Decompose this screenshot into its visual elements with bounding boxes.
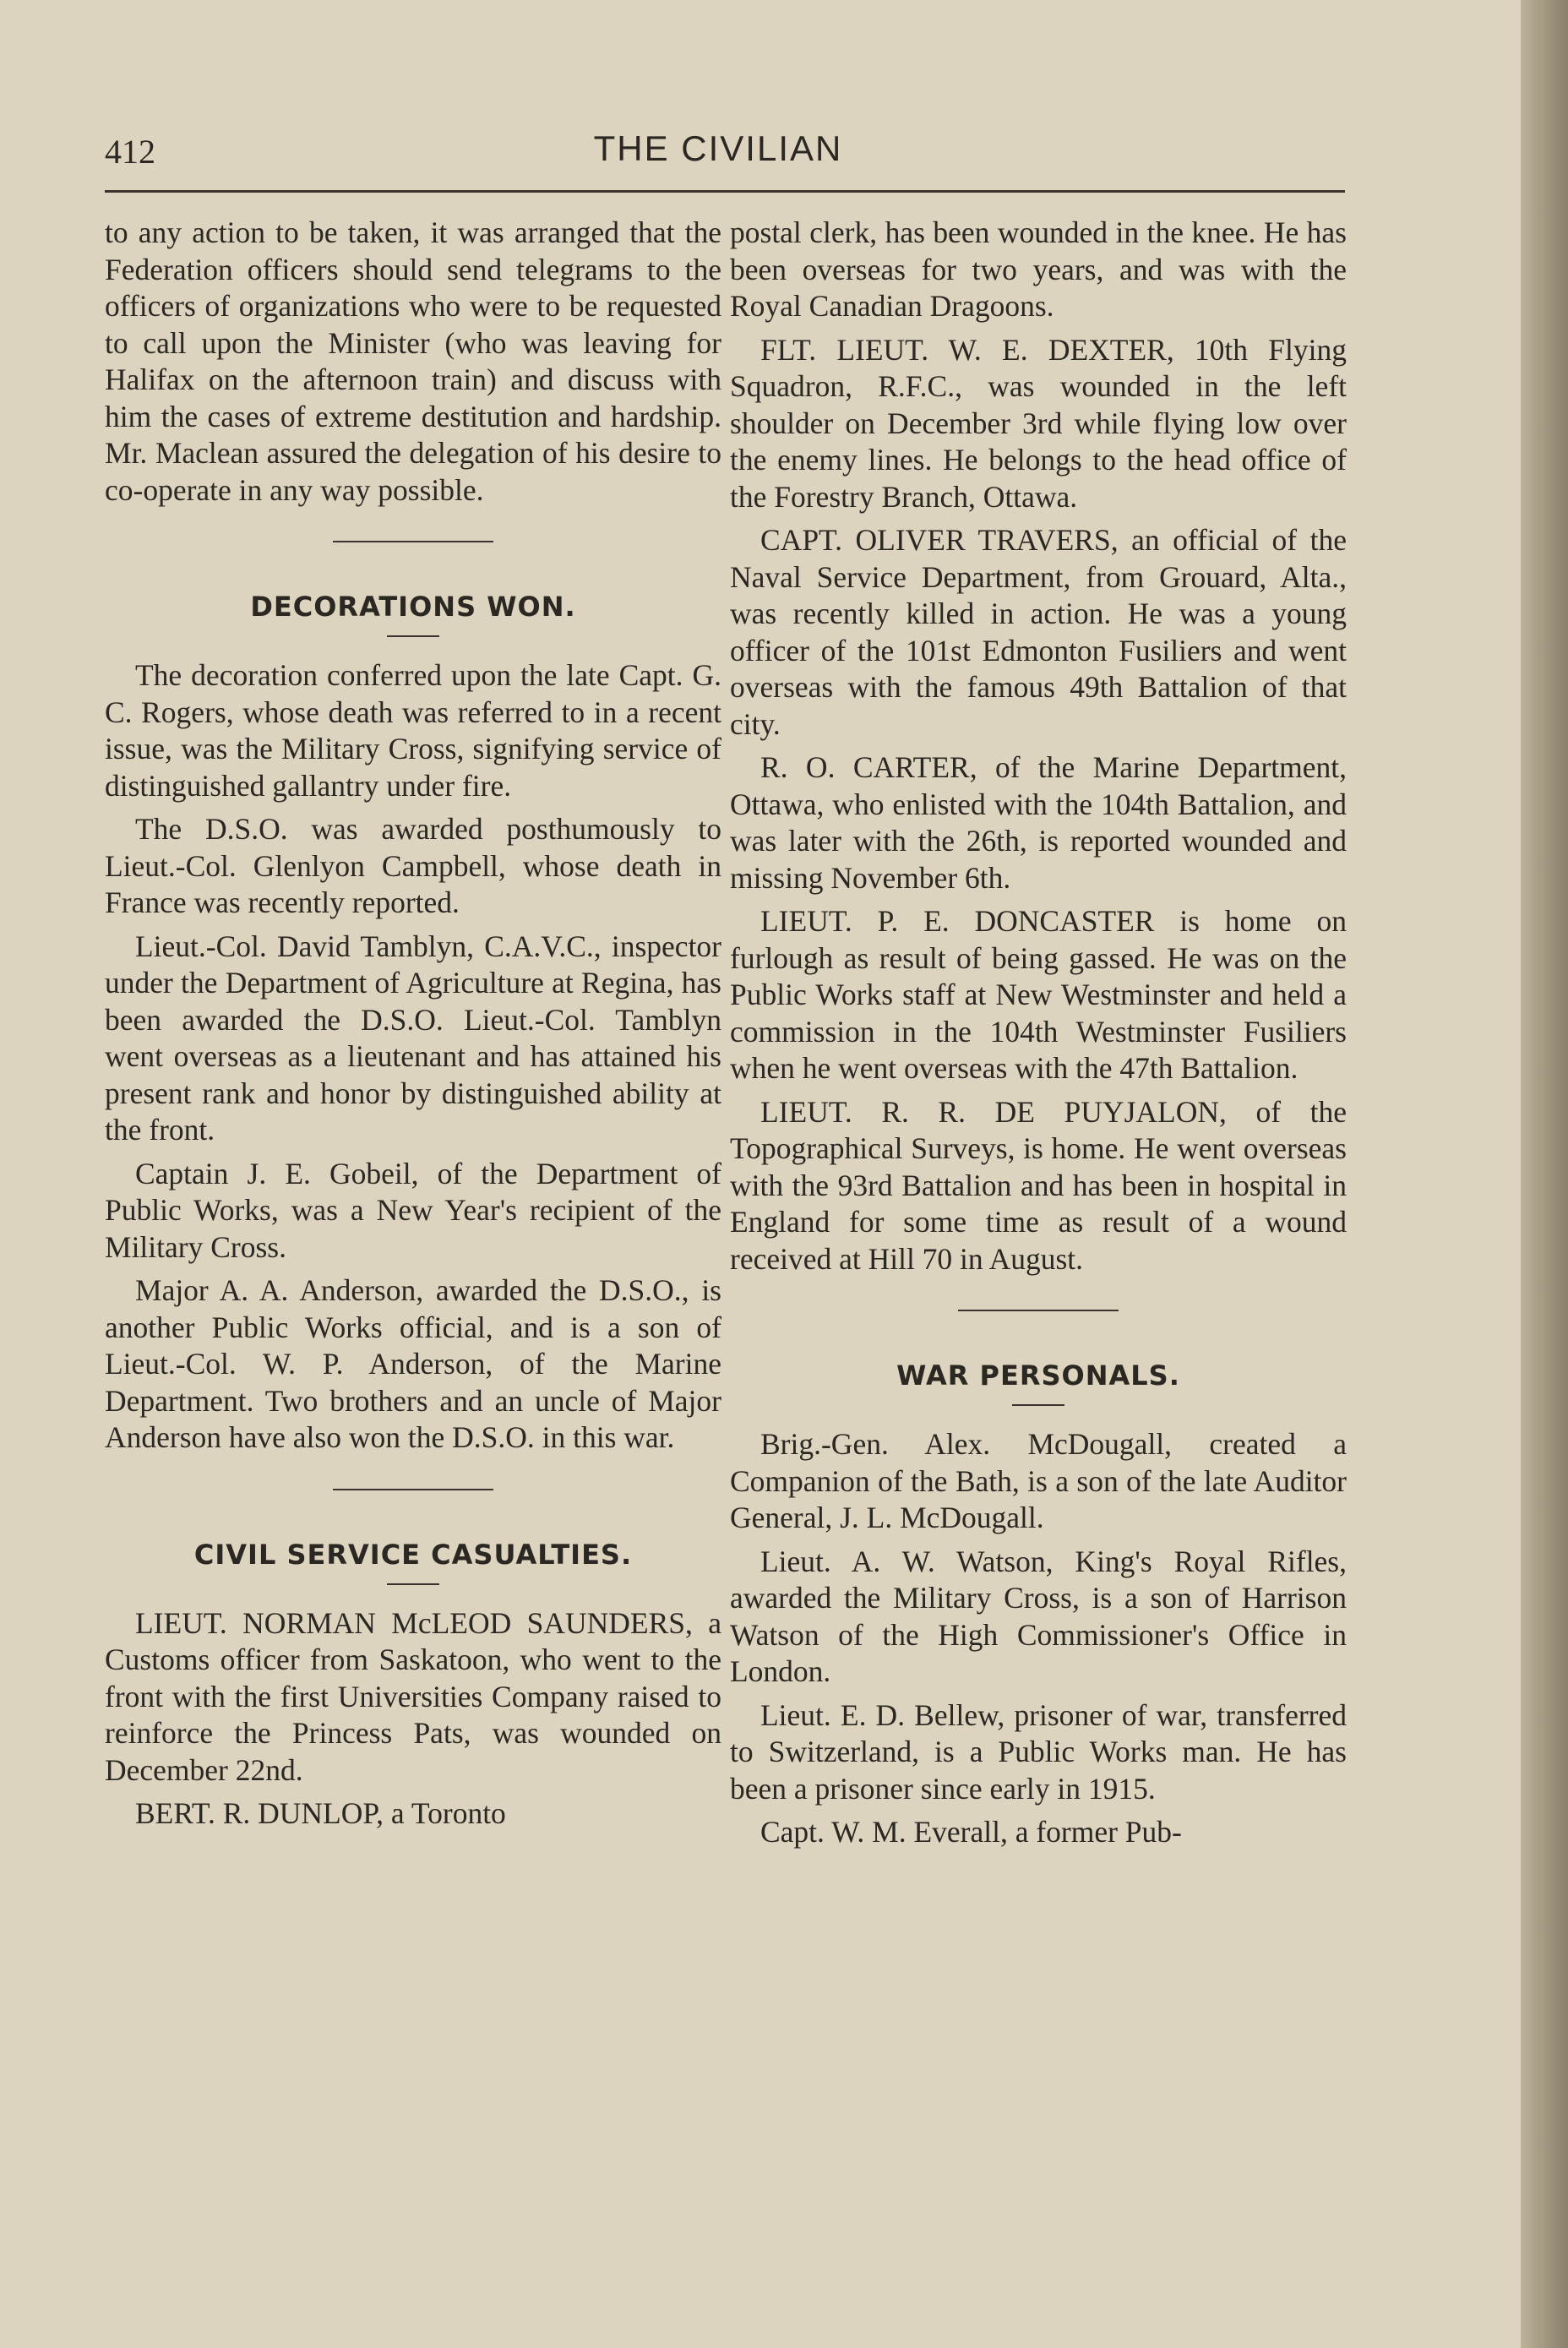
heading-rule [387, 1583, 439, 1585]
header-rule [105, 190, 1345, 193]
decorations-paragraph: Major A. A. Anderson, awarded the D.S.O., is another Public Works official, and is a son of Lieut.-Col. W. P. Anderson, of the Marine Department. Two brothers and an uncle of Major Anderson have also won the D.S.O. in this war. [105, 1273, 721, 1454]
casualties-paragraph: LIEUT. NORMAN McLEOD SAUNDERS, a Customs officer from Saskatoon, who went to the front with the first Universities Company raised to reinforce the Princess Pats, was wounded on December 22nd. [105, 1605, 721, 1787]
war-personals-paragraph: Capt. W. M. Everall, a former Pub- [760, 1815, 1182, 1849]
left-column [105, 215, 721, 1839]
casualties-paragraph: postal clerk, has been wounded in the knee. He has been overseas for two years, and was with the Royal Canadian Dragoons. [730, 215, 1347, 323]
heading-rule [1012, 1404, 1064, 1406]
section-separator [333, 541, 493, 542]
decorations-paragraph: Lieut.-Col. David Tamblyn, C.A.V.C., inspector under the Department of Agriculture at Regina, has been awarded the D.S.O. Lieut.-Col. Tamblyn went overseas as a lieutenant and has attained his present rank and honor by distinguished ability at the front. [105, 929, 721, 1147]
war-personals-heading: WAR PERSONALS. [896, 1359, 1180, 1392]
heading-rule [387, 635, 439, 637]
war-personals-paragraph: Brig.-Gen. Alex. McDougall, created a Companion of the Bath, is a son of the late Auditor General, J. L. McDougall. [730, 1427, 1347, 1534]
war-personals-paragraph: Lieut. A. W. Watson, King's Royal Rifles, awarded the Military Cross, is a son of Harrison Watson of the High Commissioner's Office in London. [730, 1544, 1347, 1688]
intro-paragraph: to any action to be taken, it was arranged that the Federation officers should send telegrams to the officers of organizations who were to be requested to call upon the Minister (who was leaving for Halifax on the afternoon train) and discuss with him the cases of extreme destitution and hardship. Mr. Maclean assured the delegation of his desire to co-operate in any way possible. [105, 215, 721, 507]
publication-title: THE CIVILIAN [593, 128, 843, 168]
casualties-heading: CIVIL SERVICE CASUALTIES. [193, 1538, 633, 1571]
section-separator [333, 1489, 493, 1490]
casualties-paragraph: LIEUT. R. R. DE PUYJALON, of the Topographical Surveys, is home. He went overseas with the 93rd Battalion and has been in hospital in England for some time as result of a wound received at Hill 70 in August. [730, 1094, 1347, 1276]
decorations-heading: DECORATIONS WON. [250, 591, 576, 623]
casualties-paragraph: R. O. CARTER, of the Marine Department, Ottawa, who enlisted with the 104th Battalion, and was later with the 26th, is reported wounded and missing November 6th. [730, 750, 1347, 895]
decorations-paragraph: The D.S.O. was awarded posthumously to Lieut.-Col. Glenlyon Campbell, whose death in France was recently reported. [105, 812, 721, 919]
section-separator [958, 1310, 1119, 1311]
book-spine-edge [1521, 0, 1568, 2348]
casualties-paragraph: CAPT. OLIVER TRAVERS, an official of the Naval Service Department, from Grouard, Alta., was recently killed in action. He was a young officer of the 101st Edmonton Fusiliers and went overseas with the famous 49th Battalion of that city. [730, 523, 1347, 741]
casualties-paragraph: BERT. R. DUNLOP, a Toronto [135, 1796, 506, 1830]
war-personals-paragraph: Lieut. E. D. Bellew, prisoner of war, transferred to Switzerland, is a Public Works man. He has been a prisoner since early in 1915. [730, 1697, 1347, 1806]
decorations-paragraph: The decoration conferred upon the late Capt. G. C. Rogers, whose death was referred to in a recent issue, was the Military Cross, signifying service of distinguished gallantry under fire. [105, 658, 721, 803]
casualties-paragraph: FLT. LIEUT. W. E. DEXTER, 10th Flying Squadron, R.F.C., was wounded in the left shoulder on December 3rd while flying low over the enemy lines. He belongs to the head office of the Forestry Branch, Ottawa. [730, 332, 1347, 514]
casualties-paragraph: LIEUT. P. E. DONCASTER is home on furlough as result of being gassed. He was on the Public Works staff at New Westminster and held a commission in the 104th Westminster Fusiliers when he went overseas with the 47th Battalion. [730, 904, 1347, 1085]
decorations-paragraph: Captain J. E. Gobeil, of the Department of Public Works, was a New Year's recipient of the Military Cross. [105, 1156, 721, 1264]
page-number: 412 [105, 133, 155, 171]
right-column [730, 215, 1347, 1858]
